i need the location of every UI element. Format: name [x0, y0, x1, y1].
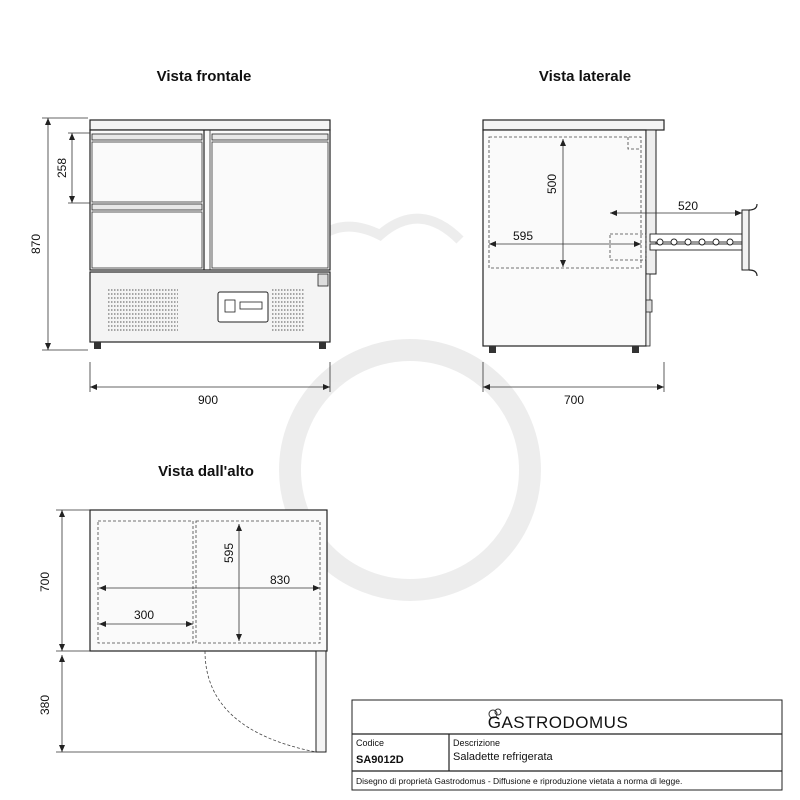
dim-side-inner-depth: 595 — [512, 229, 534, 243]
description-label: Descrizione — [453, 738, 501, 748]
front-view — [42, 118, 330, 392]
brand-name: GASTRODOMUS — [487, 713, 629, 732]
dim-front-height: 870 — [29, 233, 43, 255]
side-view-title: Vista laterale — [538, 68, 632, 85]
dim-top-compartment: 300 — [133, 608, 155, 622]
code-label: Codice — [356, 738, 385, 748]
dim-side-inner-height: 500 — [545, 173, 559, 195]
description-value: Saladette refrigerata — [453, 751, 553, 763]
side-view — [483, 120, 757, 392]
top-view — [56, 510, 327, 752]
top-view-title: Vista dall'alto — [158, 463, 254, 480]
dim-front-width: 900 — [197, 393, 219, 407]
dim-top-depth: 700 — [38, 571, 52, 593]
dim-side-depth: 700 — [563, 393, 585, 407]
front-view-title: Vista frontale — [156, 68, 252, 85]
dim-top-inner-height: 595 — [222, 542, 236, 564]
dim-top-inner-width: 830 — [269, 573, 291, 587]
dim-side-drawer-extension: 520 — [677, 199, 699, 213]
control-panel-icon — [218, 292, 268, 322]
dim-front-drawer: 258 — [55, 157, 69, 179]
dim-top-door-clearance: 380 — [38, 694, 52, 716]
copyright-footer: Disegno di proprietà Gastrodomus - Diffusione e riproduzione vietata a norma di legge. — [356, 776, 683, 786]
code-value: SA9012D — [356, 754, 404, 766]
